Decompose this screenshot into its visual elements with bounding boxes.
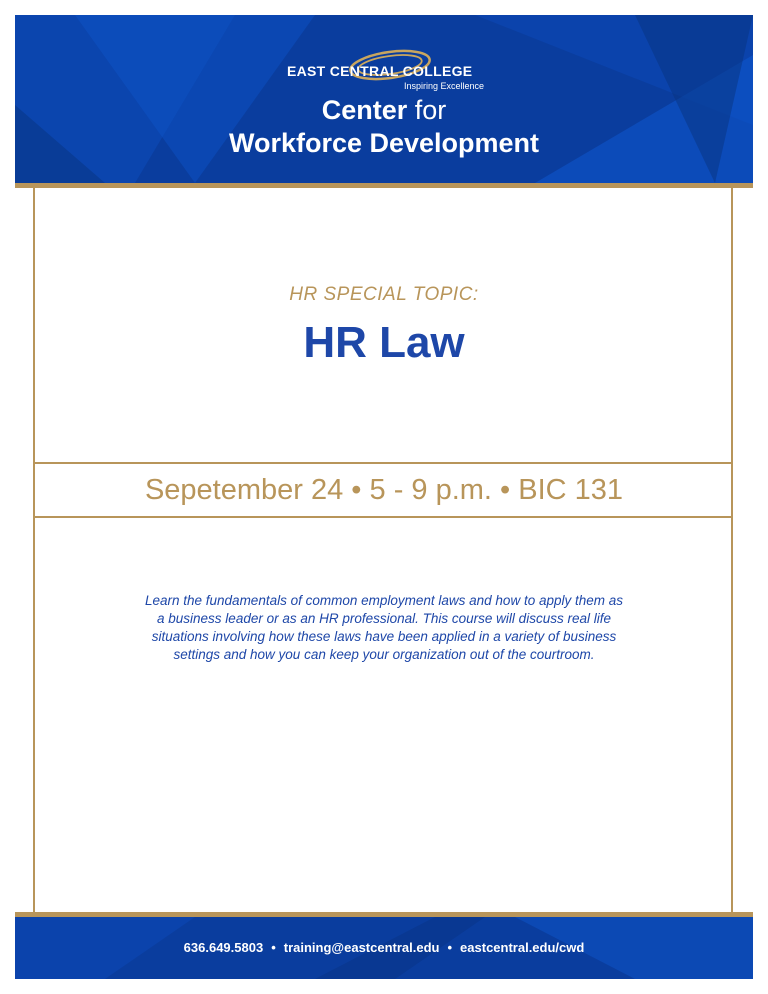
event-date-line: Sepetember 24 • 5 - 9 p.m. • BIC 131: [144, 474, 624, 506]
footer-separator: •: [271, 940, 276, 955]
course-description: Learn the fundamentals of common employment laws and how to apply them as a business leader or as an HR professional. This course will discuss real life situations involving how these laws have been applied in a variety of business settings and how you can keep your organization out of the courtroom.: [144, 593, 623, 662]
header-title-light: for: [414, 95, 447, 125]
footer-website-link[interactable]: eastcentral.edu/cwd: [460, 940, 585, 955]
footer-contact-line: [15, 940, 753, 955]
footer-phone: 636.649.5803: [183, 940, 264, 955]
footer-banner: [15, 917, 753, 979]
course-title: HR Law: [303, 318, 465, 367]
college-logo: [15, 41, 753, 91]
footer-email-link[interactable]: training@eastcentral.edu: [283, 940, 440, 955]
event-kicker: HR SPECIAL TOPIC:: [289, 284, 479, 305]
college-tagline: Inspiring Excellence: [404, 81, 485, 91]
footer-separator: •: [447, 940, 453, 955]
college-name: EAST CENTRAL COLLEGE: [287, 63, 473, 79]
header-banner: [15, 15, 753, 183]
header-title-line-2: Workforce Development: [228, 128, 540, 158]
header-title-line-1: [15, 95, 753, 126]
header-title-bold: Center: [321, 95, 408, 125]
